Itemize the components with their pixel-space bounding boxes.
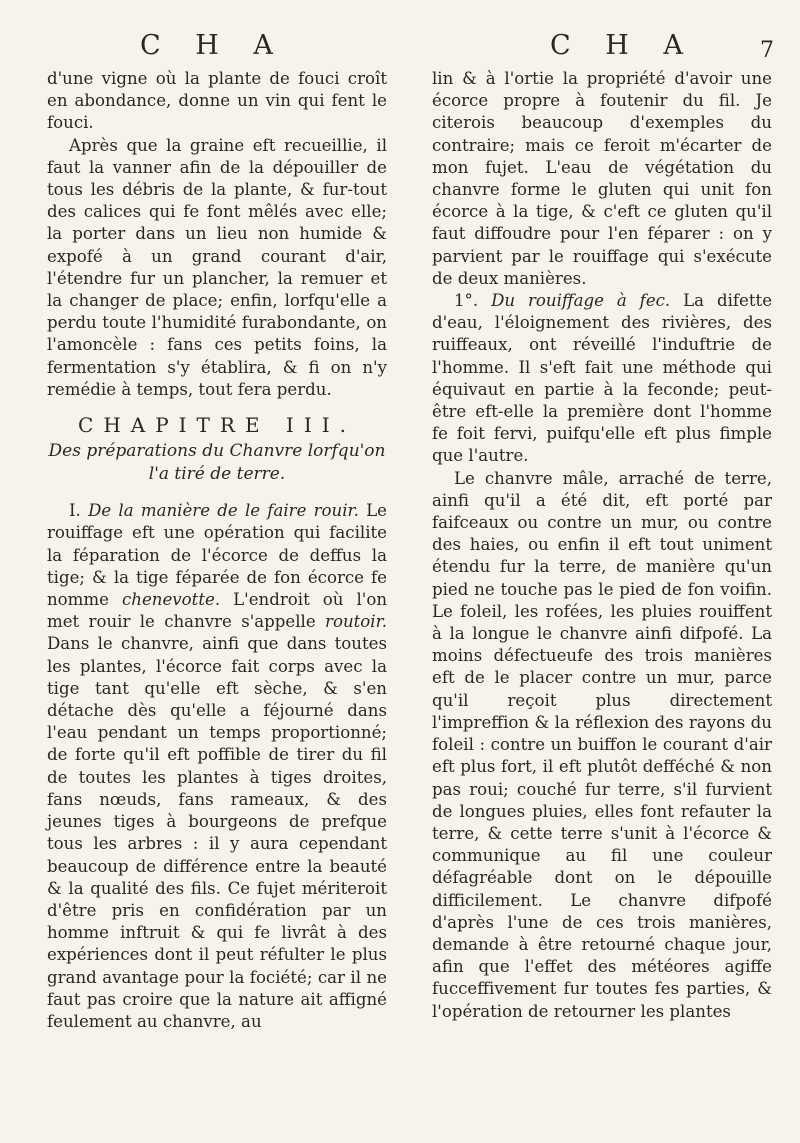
subsection-number: 1°. — [454, 291, 479, 311]
left-column — [47, 68, 387, 1033]
paragraph: lin & à l'ortie la propriété d'avoir une écorce propre à foutenir du fil. Je citerois beaucoup d'exemples du contraire; mais ce feroit m'écarter de mon fujet. L'eau de végétation du chanvre forme le gluten qui unit fon écorce à la tige, & c'eft ce gluten qu'il faut diffoudre pour l'en féparer : on y parvient par le rouiffage qui s'exécute de deux manières. — [432, 69, 772, 288]
running-header-left: C H A — [140, 30, 286, 61]
subsection-paragraph — [432, 290, 772, 468]
paragraph-text: L'endroit où l'on met rouir le chanvre s'appelle — [47, 590, 388, 632]
paragraph-text: Dans le chanvre, ainfi que dans toutes les plantes, l'écorce fait corps avec la tige tant qu'elle eft sèche, & s'en détache dès qu'elle a féjourné dans l'eau pendant un temps proportionné; de forte qu'il eft poffible de tirer du fil de toutes les plantes à tiges droites, fans nœuds, fans rameaux, & des jeunes tiges à bourgeons de prefque tous les arbres : il y aura cependant beaucoup de différence entre la beauté & la qualité des fils. Ce fujet mériteroit d'être pris en confidération par un homme inftruit & qui fe livrât à des expériences dont il peut réfulter le plus grand avantage pour la fociété; car il ne faut pas croire que la nature ait affigné feulement au chanvre, au — [47, 634, 387, 1031]
section-number: I. — [69, 501, 81, 521]
running-header-right: C H A — [550, 30, 696, 61]
paragraph-text: La difette d'eau, l'éloignement des rivières, des ruiffeaux, ont réveillé l'induftrie de l'homme. Il s'eft fait une méthode qui équivaut en partie à la feconde; peut-être eft-elle la première dont l'homme fe foit fervi, puifqu'elle eft plus fimple que l'autre. — [432, 291, 773, 466]
paragraph: d'une vigne où la plante de fouci croît en abondance, donne un vin qui fent le fouci. — [47, 69, 387, 133]
term: routoir. — [325, 612, 387, 632]
paragraph: Après que la graine eft recueillie, il faut la vanner afin de la dépouiller de tous les débris de la plante, & fur-tout des calices qui fe font mêlés avec elle; la porter dans un lieu non humide & expofé à un grand courant d'air, l'étendre fur un plancher, la remuer et la changer de place; enfin, lorfqu'elle a perdu toute l'humidité furabondante, on l'amoncèle : fans ces petits foins, la fermentation s'y établira, & fi on n'y remédie à temps, tout fera perdu. — [47, 135, 387, 399]
section-paragraph — [47, 500, 387, 1033]
page-number: 7 — [760, 38, 774, 63]
subsection-title: Du rouiffage à fec. — [491, 291, 671, 311]
right-column — [432, 68, 772, 1023]
section-title: De la manière de le faire rouir. — [88, 501, 359, 521]
chapter-subtitle: Des préparations du Chanvre lorfqu'on l'a tiré de terre. — [48, 441, 386, 485]
paragraph-text: Le rouiffage eft une opération qui facilite la féparation de l'écorce de deffus la tige; & la tige féparée de fon écorce fe nomme — [47, 501, 387, 610]
chapter-title: CHAPITRE III. — [78, 413, 356, 438]
paragraph: Le chanvre mâle, arraché de terre, ainfi qu'il a été dit, eft porté par faifceaux ou contre un mur, ou contre des haies, ou enfin il eft tout uniment étendu fur la terre, de manière qu'un pied ne touche pas le pied de fon voifin. Le foleil, les rofées, les pluies rouiffent à la longue le chanvre ainfi difpofé. La moins défectueufe des trois manières eft de le placer contre un mur, parce qu'il reçoit plus directement l'impreffion & la réflexion des rayons du foleil : contre un buiffon le courant d'air eft plus fort, il eft plutôt defféché & non pas roui; couché fur terre, s'il furvient de longues pluies, elles font refauter la terre, & cette terre s'unit à l'écorce & communique au fil une couleur défagréable dont on le dépouille difficilement. Le chanvre difpofé d'après l'une de ces trois manières, demande à être retourné chaque jour, afin que l'effet des météores agiffe fucceffivement fur toutes fes parties, & l'opération de retourner les plantes — [432, 468, 772, 1021]
term: chenevotte. — [122, 590, 221, 610]
